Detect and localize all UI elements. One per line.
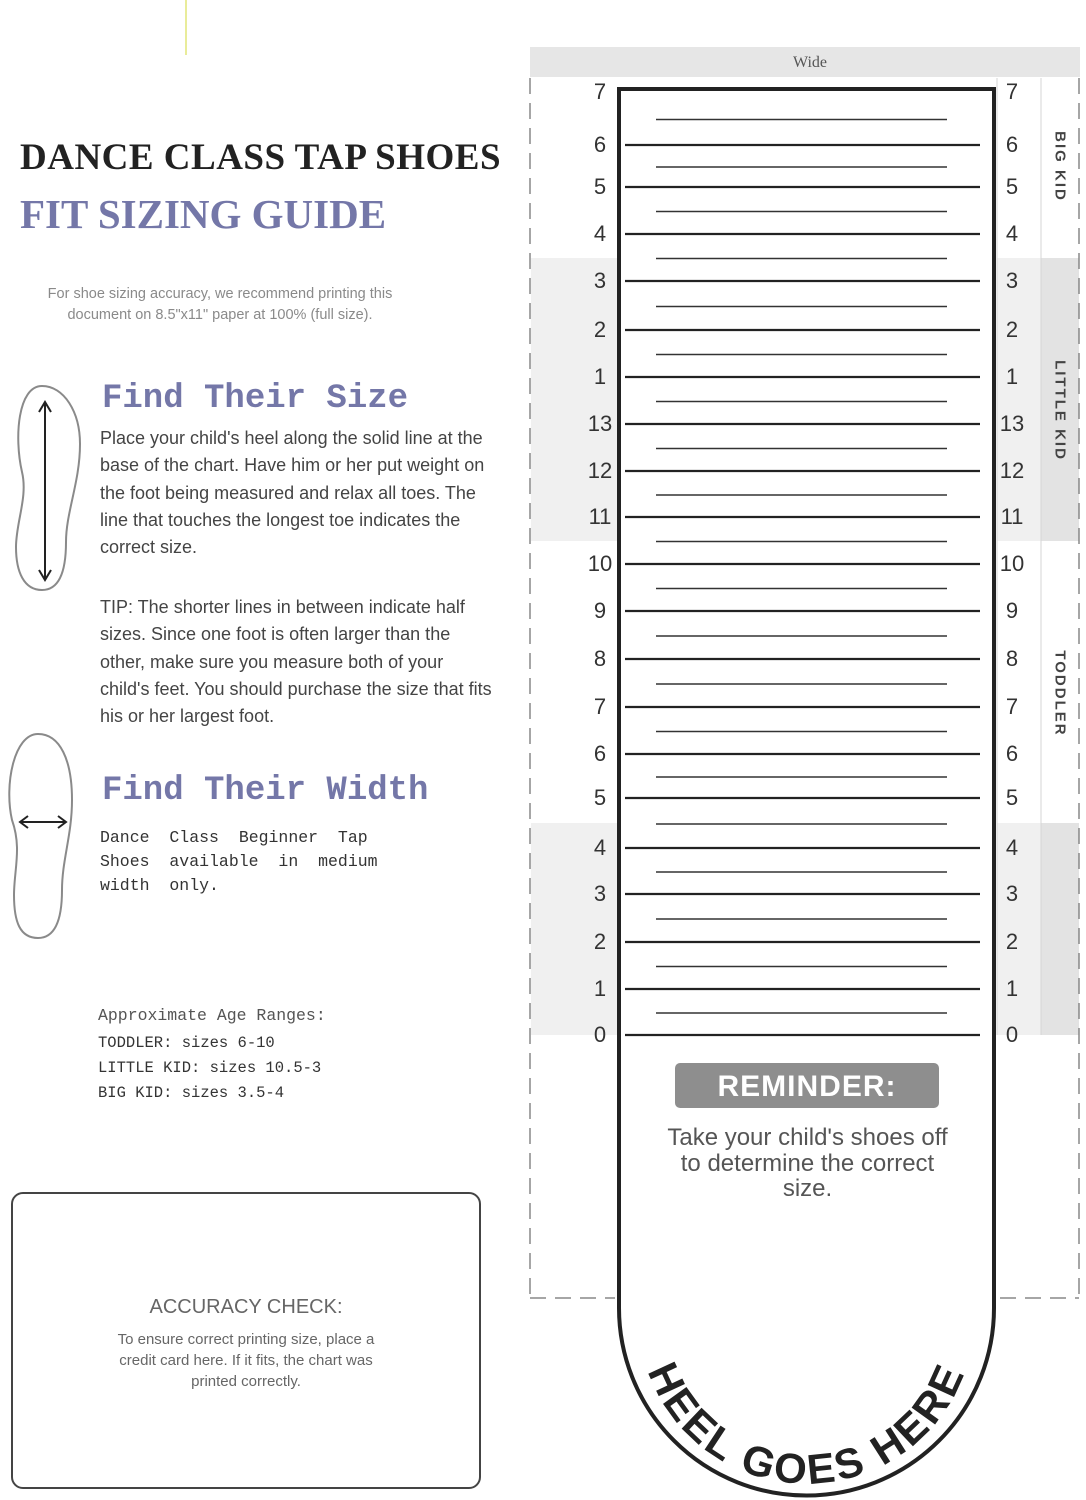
size-number: 8 xyxy=(593,646,607,671)
width-label: Wide xyxy=(792,54,827,71)
size-number: 2 xyxy=(1005,929,1019,954)
size-number: 2 xyxy=(593,929,607,954)
size-number: 10 xyxy=(587,551,613,576)
size-number: 2 xyxy=(1005,317,1019,342)
width-heading: Find Their Width xyxy=(102,772,429,810)
accuracy-check-title: ACCURACY CHECK: xyxy=(149,1296,343,1318)
size-instructions: Place your child's heel along the solid line at the base of the chart. Have him or her put weight on the foot being measured and relax all toes. The line that touches the longest toe indicates the correct size. xyxy=(100,428,485,558)
width-instructions: Dance Class Beginner Tap Shoes available in medium width only. xyxy=(100,828,378,895)
size-number: 1 xyxy=(1005,364,1019,389)
size-number: 1 xyxy=(1005,976,1019,1001)
size-heading: Find Their Size xyxy=(102,380,409,418)
accuracy-check-text: To ensure correct printing size, place a credit card here. If it fits, the chart was printed correctly. xyxy=(117,1331,375,1390)
size-number: 6 xyxy=(1005,132,1019,157)
size-number: 5 xyxy=(593,174,607,199)
size-number: 11 xyxy=(1000,504,1024,529)
size-number: 5 xyxy=(1005,785,1019,810)
age-range-big-kid: BIG KID: sizes 3.5-4 xyxy=(98,1084,285,1102)
size-number: 7 xyxy=(593,79,607,104)
size-number: 12 xyxy=(587,458,613,483)
size-number: 1 xyxy=(593,364,607,389)
size-number: 3 xyxy=(593,881,607,906)
size-number: 4 xyxy=(593,221,607,246)
reminder-badge: REMINDER: xyxy=(675,1063,939,1108)
size-number: 12 xyxy=(999,458,1025,483)
size-number: 3 xyxy=(593,268,607,293)
size-number: 9 xyxy=(1005,598,1019,623)
size-number: 13 xyxy=(587,411,613,436)
heel-label: HEEL GOES HERE xyxy=(638,1355,974,1494)
page-title: DANCE CLASS TAP SHOES xyxy=(20,137,502,178)
print-note: For shoe sizing accuracy, we recommend printing this document on 8.5"x11" paper at 100% (full size). xyxy=(47,286,393,323)
category-little-kid: LITTLE KID xyxy=(1051,360,1069,461)
size-number: 11 xyxy=(588,504,612,529)
reminder-text: Take your child's shoes off to determine the correct size. xyxy=(667,1124,948,1202)
size-number: 4 xyxy=(593,835,607,860)
size-number: 6 xyxy=(593,132,607,157)
size-number: 8 xyxy=(1005,646,1019,671)
category-toddler: TODDLER xyxy=(1051,650,1069,737)
age-range-toddler: TODDLER: sizes 6-10 xyxy=(98,1034,275,1052)
size-number: 7 xyxy=(593,694,607,719)
size-number: 4 xyxy=(1005,221,1019,246)
age-range-little-kid: LITTLE KID: sizes 10.5-3 xyxy=(98,1059,322,1077)
size-number: 4 xyxy=(1005,835,1019,860)
size-number: 5 xyxy=(1005,174,1019,199)
category-big-kid: BIG KID xyxy=(1051,131,1069,202)
age-ranges-heading: Approximate Age Ranges: xyxy=(98,1006,326,1025)
size-number: 13 xyxy=(999,411,1025,436)
size-number: 9 xyxy=(593,598,607,623)
size-number: 7 xyxy=(1005,79,1019,104)
size-number: 6 xyxy=(1005,741,1019,766)
size-tip: TIP: The shorter lines in between indicate half sizes. Since one foot is often larger than the other, make sure you measure both of your child's feet. You should purchase the size that fits his or her largest foot. xyxy=(100,597,492,727)
size-number: 5 xyxy=(593,785,607,810)
size-number: 6 xyxy=(593,741,607,766)
size-number: 3 xyxy=(1005,268,1019,293)
size-number: 3 xyxy=(1005,881,1019,906)
size-number: 2 xyxy=(593,317,607,342)
size-number: 0 xyxy=(1005,1022,1019,1047)
page-subtitle: FIT SIZING GUIDE xyxy=(20,191,387,237)
size-number: 10 xyxy=(999,551,1025,576)
size-number: 7 xyxy=(1005,694,1019,719)
size-number: 0 xyxy=(593,1022,607,1047)
size-number: 1 xyxy=(593,976,607,1001)
